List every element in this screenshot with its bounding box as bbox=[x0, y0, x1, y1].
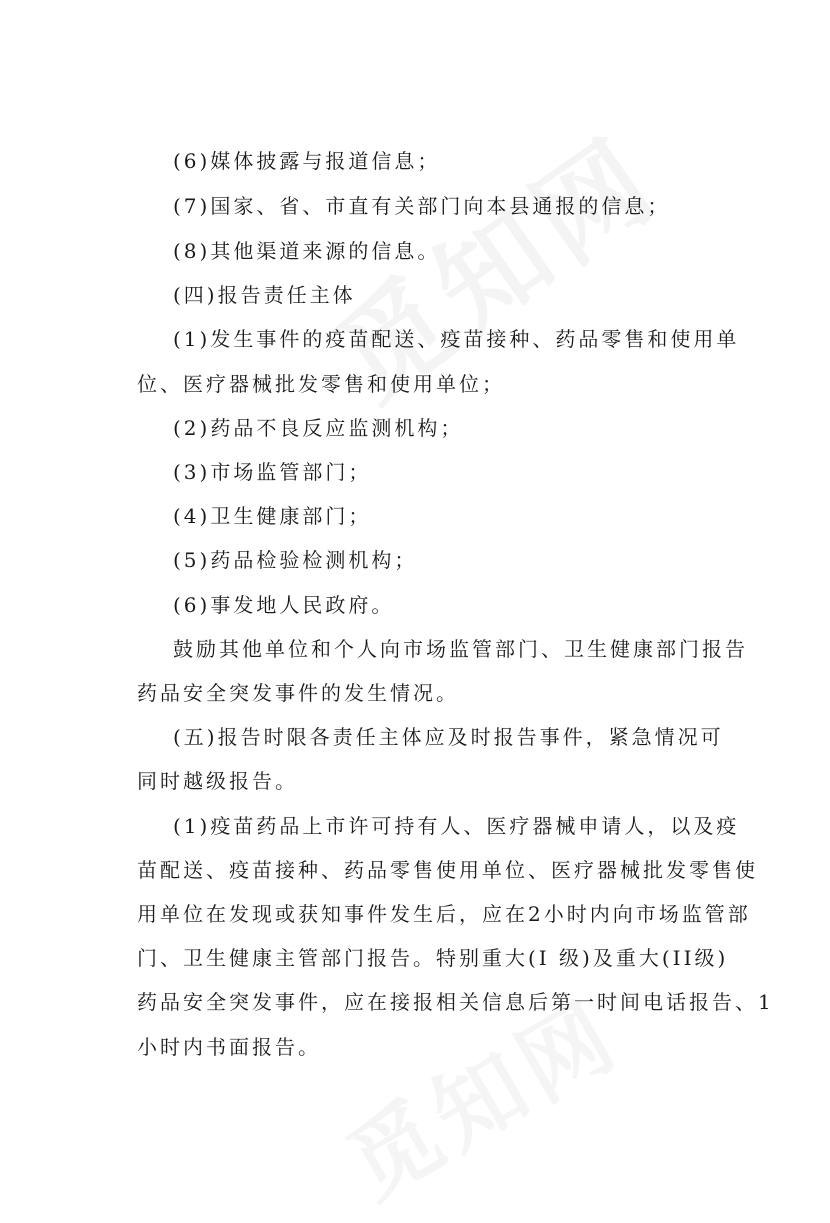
text-line: (6)事发地人民政府。 bbox=[173, 593, 395, 617]
text-line: (1)疫苗药品上市许可持有人、医疗器械申请人，以及疫 bbox=[173, 814, 740, 838]
text-line: 苗配送、疫苗接种、药品零售使用单位、医疗器械批发零售使 bbox=[137, 858, 758, 882]
text-line: (2)药品不良反应监测机构； bbox=[173, 416, 464, 440]
text-line: 药品安全突发事件的发生情况。 bbox=[137, 681, 459, 705]
text-line: (1)发生事件的疫苗配送、疫苗接种、药品零售和使用单 bbox=[173, 327, 740, 351]
section-heading: (五)报告时限各责任主体应及时报告事件，紧急情况可 bbox=[173, 725, 724, 749]
text-line: (7)国家、省、市直有关部门向本县通报的信息； bbox=[173, 194, 671, 218]
text-line: (8)其他渠道来源的信息。 bbox=[173, 239, 441, 263]
text-line: (5)药品检验检测机构； bbox=[173, 548, 418, 572]
text-line: 鼓励其他单位和个人向市场监管部门、卫生健康部门报告 bbox=[173, 637, 748, 661]
text-line: 小时内书面报告。 bbox=[137, 1035, 321, 1059]
text-line: 用单位在发现或获知事件发生后，应在2小时内向市场监管部 bbox=[137, 902, 751, 926]
text-line: 位、医疗器械批发零售和使用单位； bbox=[137, 372, 505, 396]
text-line: 同时越级报告。 bbox=[137, 769, 298, 793]
text-line: (4)卫生健康部门； bbox=[173, 504, 372, 528]
text-line: 门、卫生健康主管部门报告。特别重大(I 级)及重大(II级) bbox=[137, 946, 729, 970]
text-line: (6)媒体披露与报道信息； bbox=[173, 149, 441, 173]
text-line: (3)市场监管部门； bbox=[173, 460, 372, 484]
section-heading: (四)报告责任主体 bbox=[173, 283, 356, 307]
text-line: 药品安全突发事件，应在接报相关信息后第一时间电话报告、1 bbox=[137, 990, 774, 1014]
